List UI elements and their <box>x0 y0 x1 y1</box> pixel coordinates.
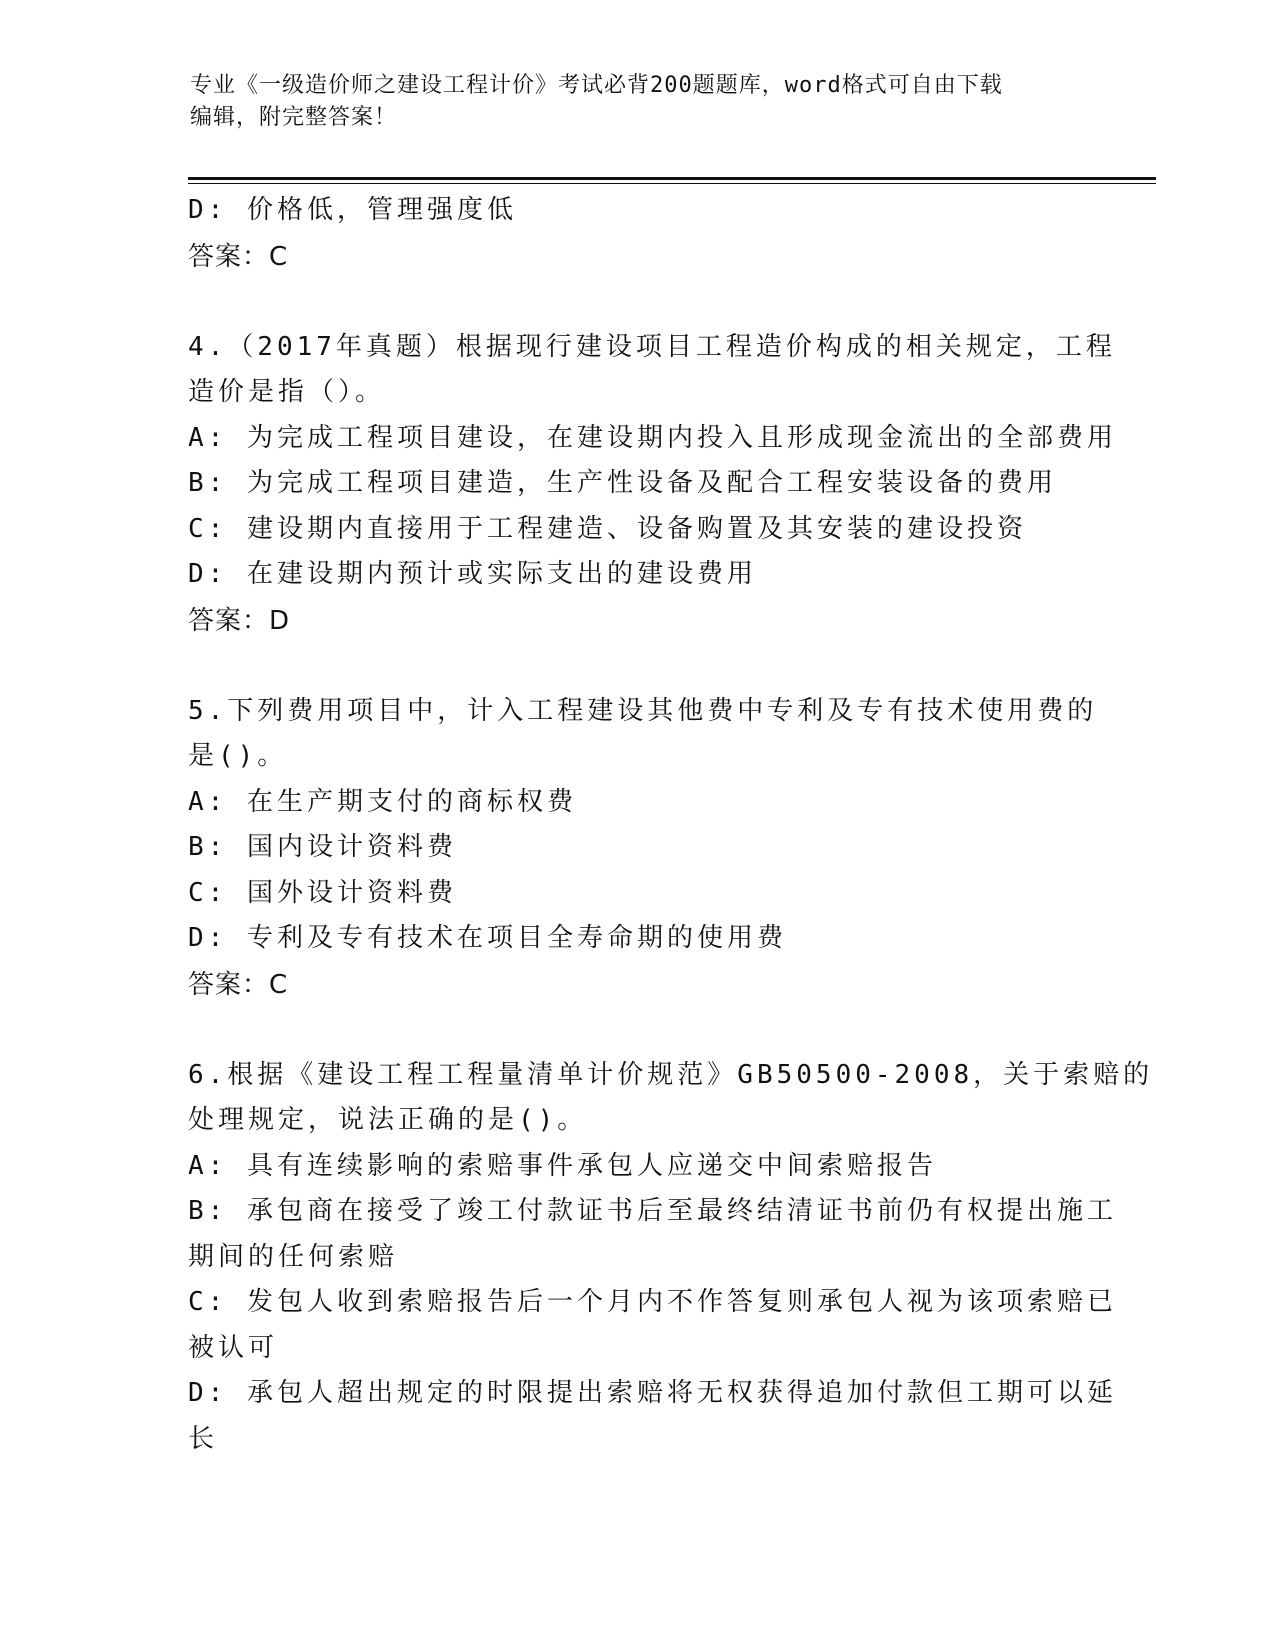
spacer <box>188 280 1088 325</box>
q5-option-b: B: 国内设计资料费 <box>188 832 457 862</box>
header-rule-thin <box>188 183 1156 184</box>
q3-option-d: D: 价格低，管理强度低 <box>188 195 517 225</box>
q4-option-a: A: 为完成工程项目建设，在建设期内投入且形成现金流出的全部费用 <box>188 422 1117 453</box>
question-3-tail <box>188 188 1088 280</box>
q5-option-a: A: 在生产期支付的商标权费 <box>188 786 577 817</box>
question-4 <box>188 325 1117 644</box>
q6-stem-line-1: 6.根据《建设工程工程量清单计价规范》GB50500-2008，关于索赔的 <box>188 1059 1154 1090</box>
q5-stem-line-2: 是()。 <box>188 741 288 771</box>
document-header <box>190 70 1090 134</box>
q4-stem-line-1: 4.（2017年真题）根据现行建设项目工程造价构成的相关规定，工程 <box>188 331 1116 362</box>
q5-option-d: D: 专利及专有技术在项目全寿命期的使用费 <box>188 923 787 953</box>
q6-option-b-line-2: 期间的任何索赔 <box>188 1241 399 1272</box>
q4-answer: 答案：D <box>188 605 291 636</box>
q4-option-b: B: 为完成工程项目建造，生产性设备及配合工程安装设备的费用 <box>188 468 1057 498</box>
q6-option-c-line-1: C: 发包人收到索赔报告后一个月内不作答复则承包人视为该项索赔已 <box>188 1287 1117 1317</box>
q5-stem-line-1: 5.下列费用项目中，计入工程建设其他费中专利及专有技术使用费的 <box>188 695 1098 726</box>
spacer <box>188 1008 1088 1053</box>
header-line-1: 专业《一级造价师之建设工程计价》考试必背200题题库，word格式可自由下载 <box>190 73 1003 98</box>
question-6 <box>188 1053 1154 1463</box>
header-rule-thick <box>188 177 1156 180</box>
header-line-2: 编辑，附完整答案！ <box>190 105 398 130</box>
q6-option-d-line-1: D: 承包人超出规定的时限提出索赔将无权获得追加付款但工期可以延 <box>188 1378 1117 1408</box>
q6-stem-line-2: 处理规定，说法正确的是()。 <box>188 1105 588 1135</box>
q3-answer: 答案：C <box>188 241 289 272</box>
q5-option-c: C: 国外设计资料费 <box>188 877 457 908</box>
q4-option-c: C: 建设期内直接用于工程建造、设备购置及其安装的建设投资 <box>188 513 1027 544</box>
q6-option-a: A: 具有连续影响的索赔事件承包人应递交中间索赔报告 <box>188 1150 937 1181</box>
q4-stem-line-2: 造价是指（）。 <box>188 377 386 407</box>
q6-option-b-line-1: B: 承包商在接受了竣工付款证书后至最终结清证书前仍有权提出施工 <box>188 1196 1117 1226</box>
question-list <box>188 188 1154 1462</box>
q6-option-d-line-2: 长 <box>188 1423 219 1454</box>
q6-option-c-line-2: 被认可 <box>188 1332 279 1363</box>
q4-option-d: D: 在建设期内预计或实际支出的建设费用 <box>188 559 757 589</box>
spacer <box>188 644 1088 689</box>
q5-answer: 答案：C <box>188 969 289 1000</box>
question-5 <box>188 689 1098 1008</box>
